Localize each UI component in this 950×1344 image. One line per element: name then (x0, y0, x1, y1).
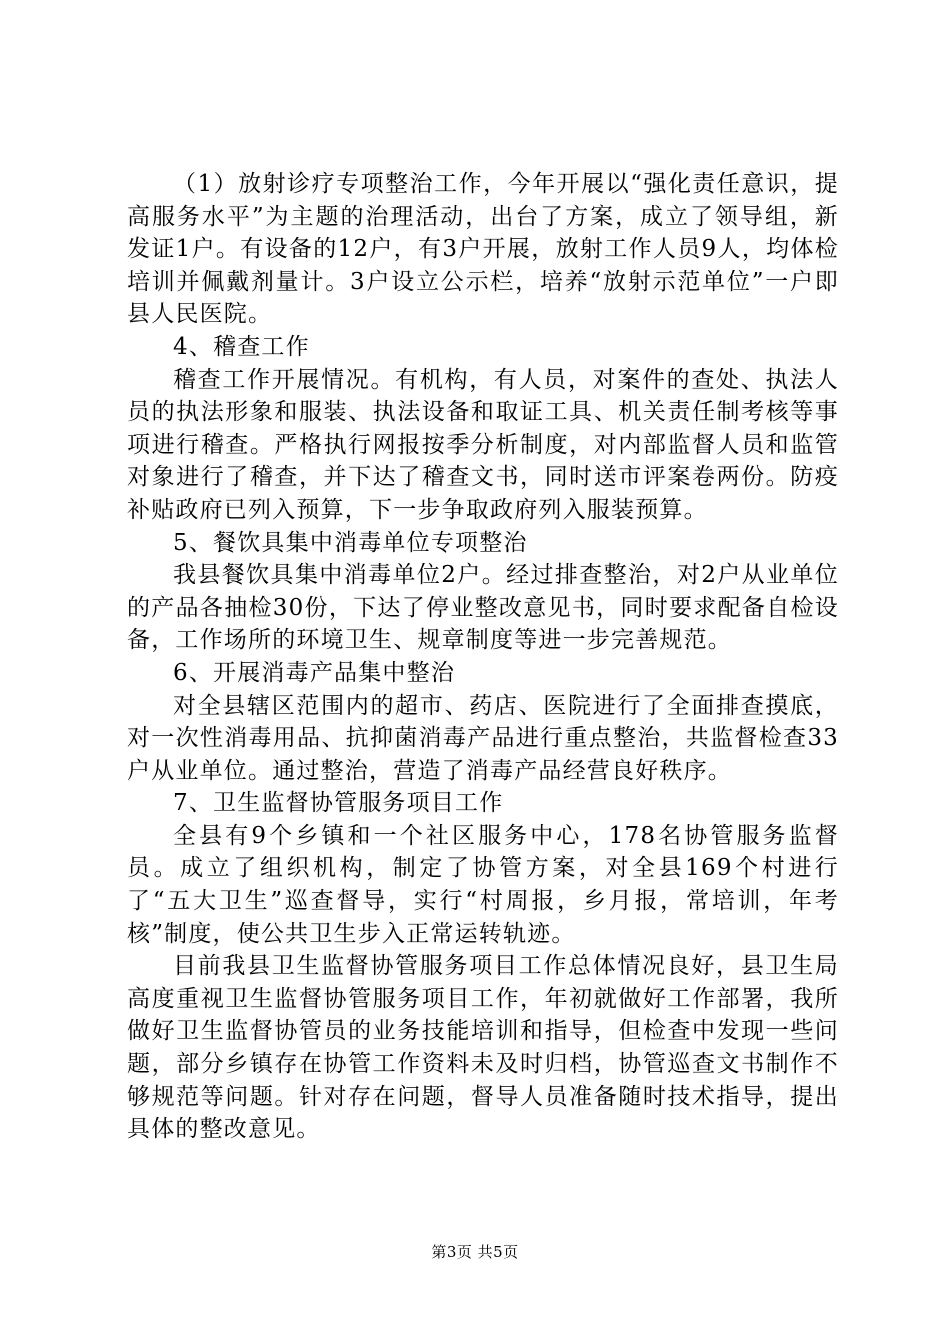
paragraph-disinfection-products: 对全县辖区范围内的超市、药店、医院进行了全面排查摸底，对一次性消毒用品、抗抑菌消毒产品进行重点整治，共监督检查33户从业单位。通过整治，营造了消毒产品经营良好秩序。 (127, 692, 839, 784)
document-body (127, 168, 839, 1146)
paragraph-health-supervision: 全县有9个乡镇和一个社区服务中心，178名协管服务监督员。成立了组织机构，制定了协管方案，对全县169个村进行了“五大卫生”巡查督导，实行“村周报，乡月报，常培训，年考核”制度，使公共卫生步入正常运转轨迹。 (127, 822, 839, 947)
section-heading-tableware-disinfection: 5、餐饮具集中消毒单位专项整治 (173, 529, 528, 556)
section-heading-inspection: 4、稽查工作 (173, 333, 310, 360)
paragraph-tableware-disinfection: 我县餐饮具集中消毒单位2户。经过排查整治，对2户从业单位的产品各抽检30份，下达了停业整改意见书，同时要求配备自检设备，工作场所的环境卫生、规章制度等进一步完善规范。 (127, 562, 839, 654)
section-heading-health-supervision: 7、卫生监督协管服务项目工作 (173, 790, 504, 817)
paragraph-inspection: 稽查工作开展情况。有机构，有人员，对案件的查处、执法人员的执法形象和服装、执法设备和取证工具、机关责任制考核等事项进行稽查。严格执行网报按季分析制度，对内部监督人员和监管对象进行了稽查，并下达了稽查文书，同时送市评案卷两份。防疫补贴政府已列入预算，下一步争取政府列入服装预算。 (127, 366, 839, 523)
paragraph-radiation-rectification: （1）放射诊疗专项整治工作，今年开展以“强化责任意识，提高服务水平”为主题的治理活动，出台了方案，成立了领导组，新发证1户。有设备的12户，有3户开展，放射工作人员9人，均体检培训并佩戴剂量计。3户设立公示栏，培养“放射示范单位”一户即县人民医院。 (127, 171, 839, 328)
section-heading-disinfection-products: 6、开展消毒产品集中整治 (173, 659, 456, 686)
page-footer: 第3页 共5页 (431, 1243, 519, 1261)
paragraph-overall-status: 目前我县卫生监督协管服务项目工作总体情况良好，县卫生局高度重视卫生监督协管服务项目工作，年初就做好工作部署，我所做好卫生监督协管员的业务技能培训和指导，但检查中发现一些问题，部分乡镇存在协管工作资料未及时归档，协管巡查文书制作不够规范等问题。针对存在问题，督导人员准备随时技术指导，提出具体的整改意见。 (127, 953, 839, 1143)
